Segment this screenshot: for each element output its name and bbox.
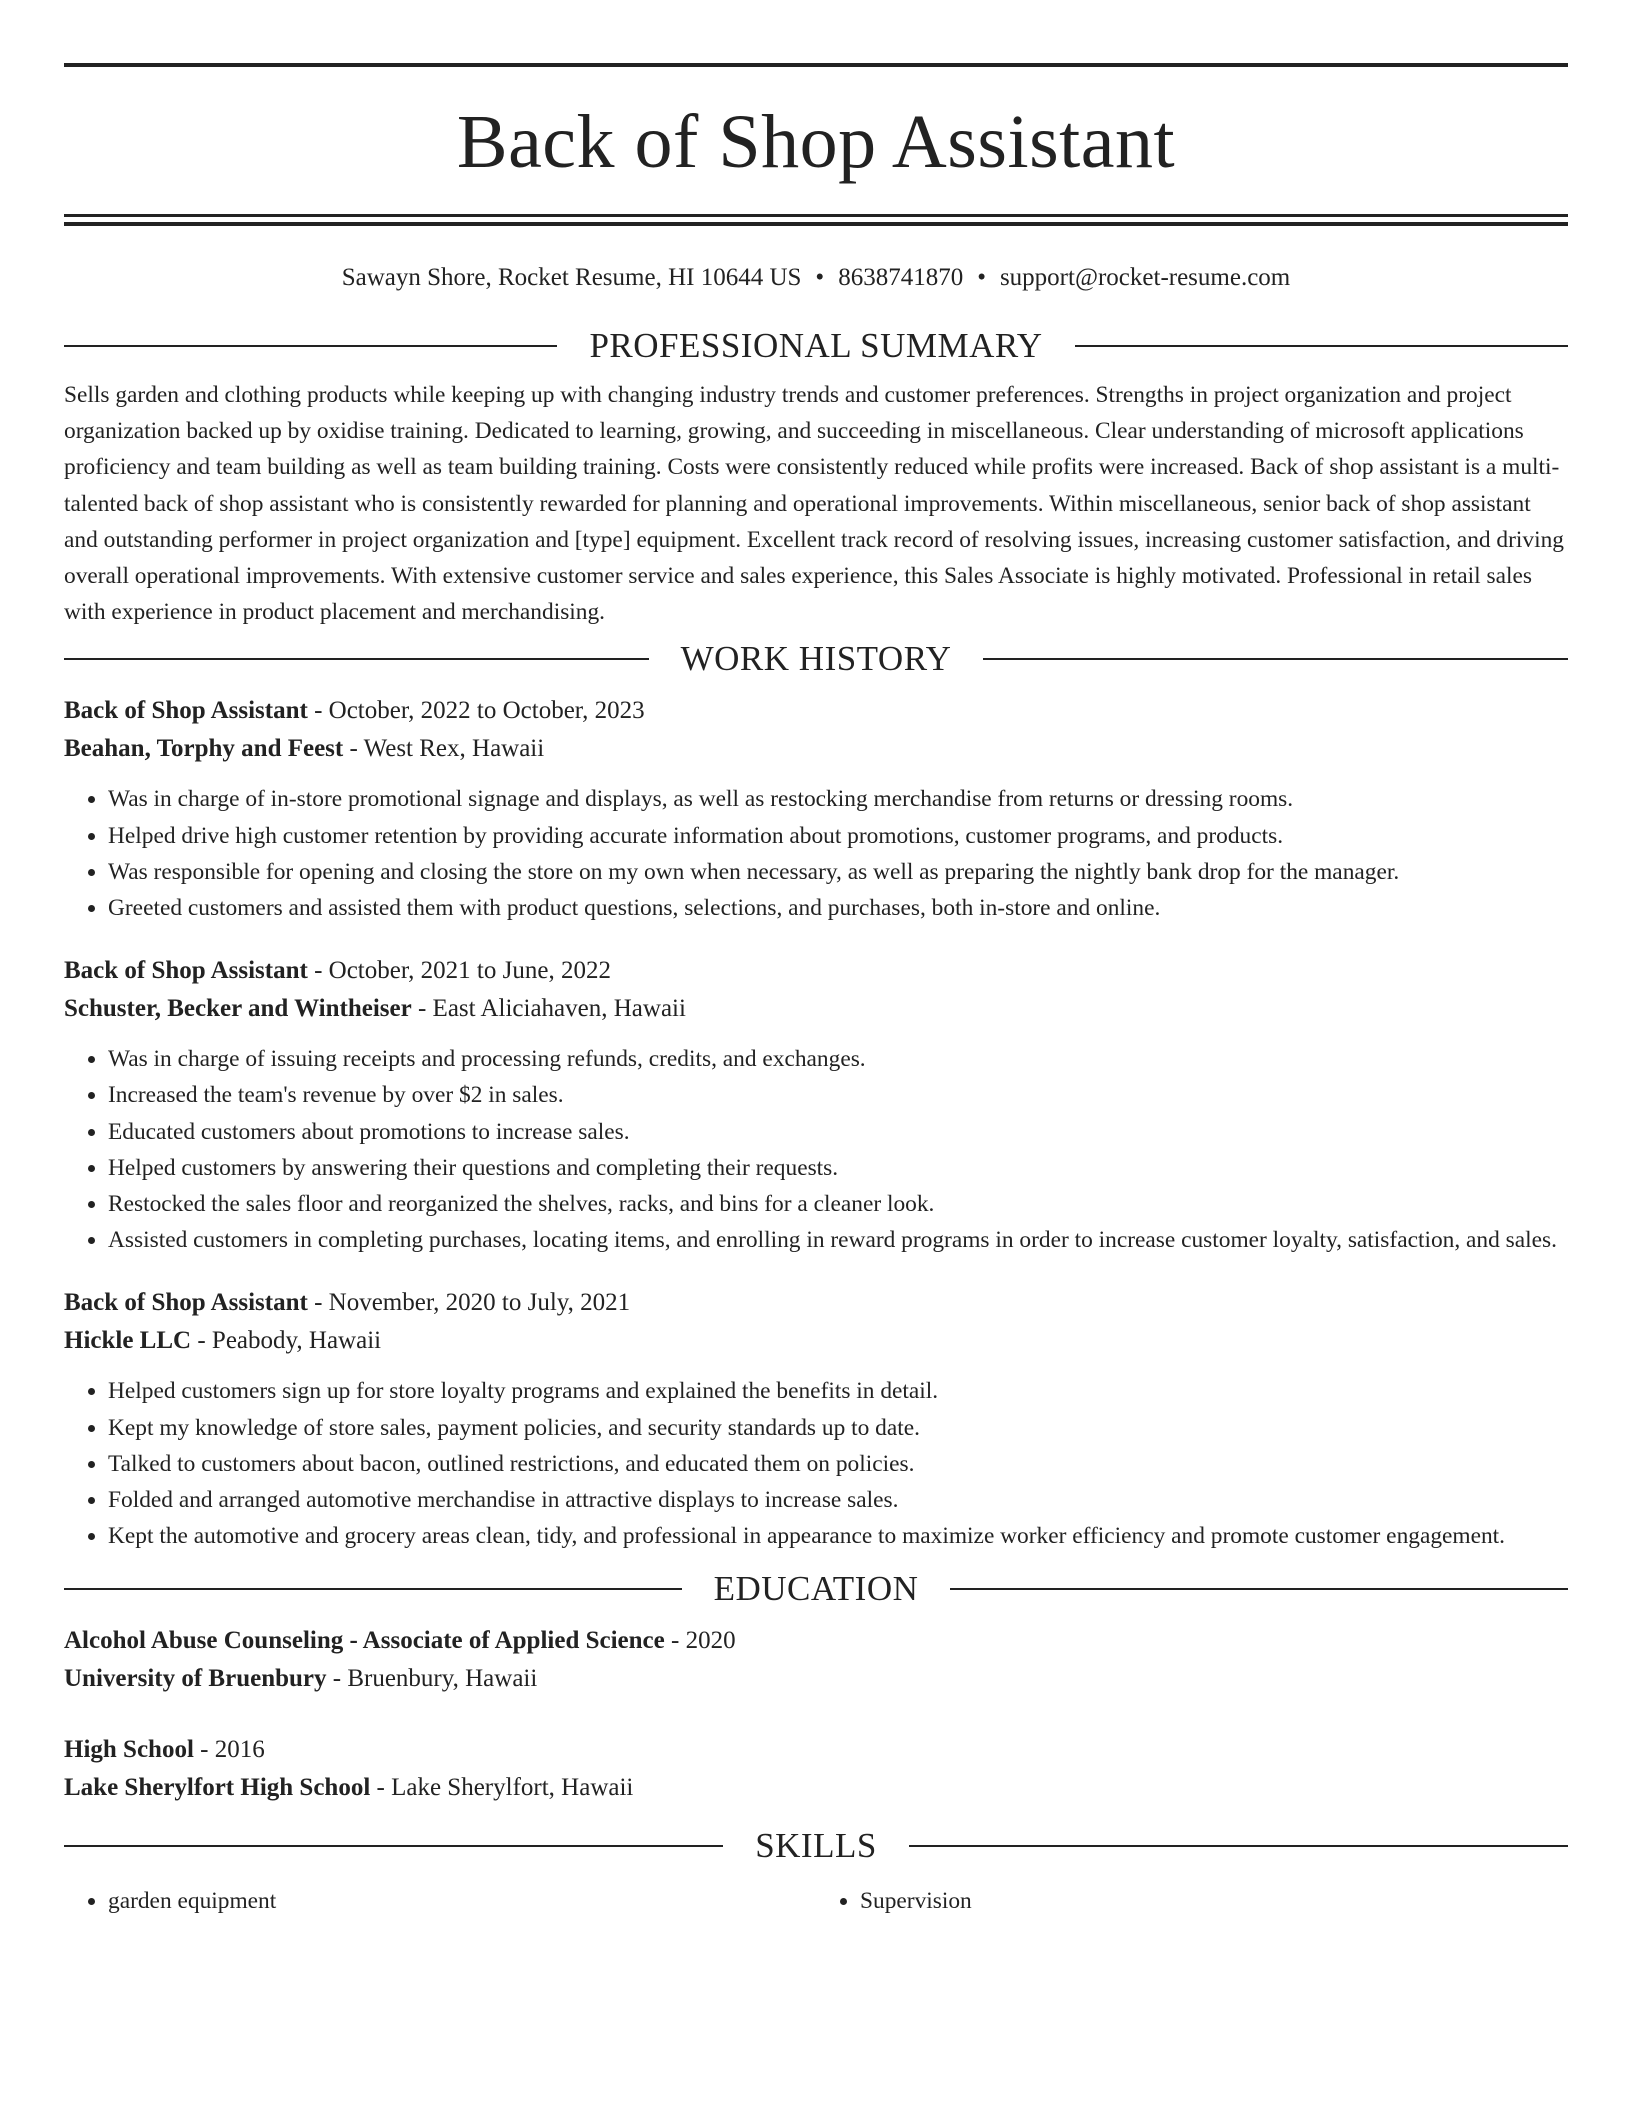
job-role-line [64,692,1568,730]
job-company: Beahan, Torphy and Feest [64,735,344,763]
education-entry [64,1622,1568,1698]
job-dates: - October, 2021 to June, 2022 [307,957,611,985]
job-role: Back of Shop Assistant [64,957,308,985]
skills-column-left [64,1883,816,1919]
section-title: SKILLS [755,1826,877,1866]
list-item: • Was responsible for opening and closing the store on my own when necessary, as well as preparing the nightly bank drop for the manager. [108,854,1568,890]
list-item: • Helped drive high customer retention by providing accurate information about promotions, customer programs, and products. [108,818,1568,854]
list-item: • Was in charge of in-store promotional signage and displays, as well as restocking merchandise from returns or dressing rooms. [108,781,1568,817]
section-heading-education [64,1568,1568,1610]
list-item: • Increased the team's revenue by over $2 in sales. [108,1077,1568,1113]
job-dates: - October, 2022 to October, 2023 [307,697,645,725]
skills-column-right [816,1883,1568,1919]
education-year: - 2020 [664,1627,736,1655]
contact-phone: 8638741870 [838,264,964,291]
education-degree-line [64,1731,1568,1769]
double-rule [64,214,1568,226]
heading-rule [909,1845,1568,1847]
job-location: - East Aliciahaven, Hawaii [411,995,686,1023]
section-title: PROFESSIONAL SUMMARY [589,326,1043,365]
heading-rule [64,658,649,660]
job-role-line [64,952,1568,990]
job-role: Back of Shop Assistant [64,1289,308,1317]
job-dates: - November, 2020 to July, 2021 [307,1289,631,1317]
education-school: Lake Sherylfort High School [64,1774,371,1802]
summary-text: Sells garden and clothing products while keeping up with changing industry trends and customer preferences. Strengths in project organization and project organization backed up by oxidise training. Dedicated to learning, growing, and succeeding in miscellaneous. Clear understanding of microsoft applications proficiency and team building as well as team building training. Costs were consistently reduced while profits were increased. Back of shop assistant is a multi-talented back of shop assistant who is consistently rewarded for planning and operational improvements. Within miscellaneous, senior back of shop assistant and outstanding performer in project organization and [type] equipment. Excellent track record of resolving issues, increasing customer satisfaction, and driving overall operational improvements. With extensive customer service and sales experience, this Sales Associate is highly motivated. Professional in retail sales with experience in product placement and merchandising. [64,382,1565,626]
job-role-line [64,1284,1568,1322]
section-heading-work [64,638,1568,680]
job-entry [64,952,1568,1258]
contact-separator: • [815,264,825,291]
education-degree: Alcohol Abuse Counseling - Associate of Applied Science [64,1627,665,1655]
job-entry [64,692,1568,926]
education-school: University of Bruenbury [64,1665,327,1693]
list-item: • Assisted customers in completing purchases, locating items, and enrolling in reward programs in order to increase customer loyalty, satisfaction, and sales. [108,1222,1568,1258]
job-bullets [64,1041,1568,1258]
job-bullets [64,1373,1568,1554]
heading-rule [950,1588,1568,1590]
education-school-line [64,1660,1568,1698]
list-item: • garden equipment [108,1883,816,1919]
job-company: Schuster, Becker and Wintheiser [64,995,412,1023]
resume-page [64,0,1568,1919]
heading-rule [983,658,1568,660]
top-rule [64,63,1568,67]
heading-rule [64,1588,682,1590]
contact-email: support@rocket-resume.com [999,264,1291,291]
heading-rule [64,345,557,347]
education-degree-line [64,1622,1568,1660]
section-heading-skills [64,1825,1568,1867]
list-item: • Kept the automotive and grocery areas clean, tidy, and professional in appearance to maximize worker efficiency and promote customer engagement. [108,1518,1568,1554]
heading-rule [64,1845,723,1847]
heading-rule [1075,345,1568,347]
list-item: • Was in charge of issuing receipts and processing refunds, credits, and exchanges. [108,1041,1568,1077]
section-heading-summary [64,325,1568,367]
education-school-line [64,1769,1568,1807]
job-bullets [64,781,1568,926]
list-item: • Helped customers sign up for store loyalty programs and explained the benefits in detail. [108,1373,1568,1409]
job-company-line [64,730,1568,768]
resume-name: Back of Shop Assistant [456,100,1176,184]
contact-line [64,261,1568,295]
education-location: - Bruenbury, Hawaii [326,1665,538,1693]
contact-separator: • [977,264,986,291]
list-item: • Greeted customers and assisted them with product questions, selections, and purchases, both in-store and online. [108,890,1568,926]
education-entry [64,1731,1568,1807]
section-title: WORK HISTORY [680,639,952,679]
job-role: Back of Shop Assistant [64,697,308,725]
list-item: • Talked to customers about bacon, outlined restrictions, and educated them on policies. [108,1446,1568,1482]
job-location: - West Rex, Hawaii [343,735,545,763]
job-company-line [64,990,1568,1028]
list-item: • Helped customers by answering their questions and completing their requests. [108,1150,1568,1186]
job-location: - Peabody, Hawaii [191,1327,382,1355]
job-company-line [64,1322,1568,1360]
section-title: EDUCATION [713,1569,919,1609]
job-entry [64,1284,1568,1554]
education-location: - Lake Sherylfort, Hawaii [370,1774,634,1802]
contact-address: Sawayn Shore, Rocket Resume, HI 10644 US [341,264,802,291]
list-item: • Educated customers about promotions to increase sales. [108,1114,1568,1150]
skills-list [64,1883,1568,1919]
list-item: • Supervision [860,1883,1568,1919]
job-company: Hickle LLC [64,1327,192,1355]
list-item: • Kept my knowledge of store sales, payment policies, and security standards up to date. [108,1410,1568,1446]
list-item: • Restocked the sales floor and reorganized the shelves, racks, and bins for a cleaner look. [108,1186,1568,1222]
education-year: - 2016 [193,1736,265,1764]
education-degree: High School [64,1736,194,1764]
list-item: • Folded and arranged automotive merchandise in attractive displays to increase sales. [108,1482,1568,1518]
